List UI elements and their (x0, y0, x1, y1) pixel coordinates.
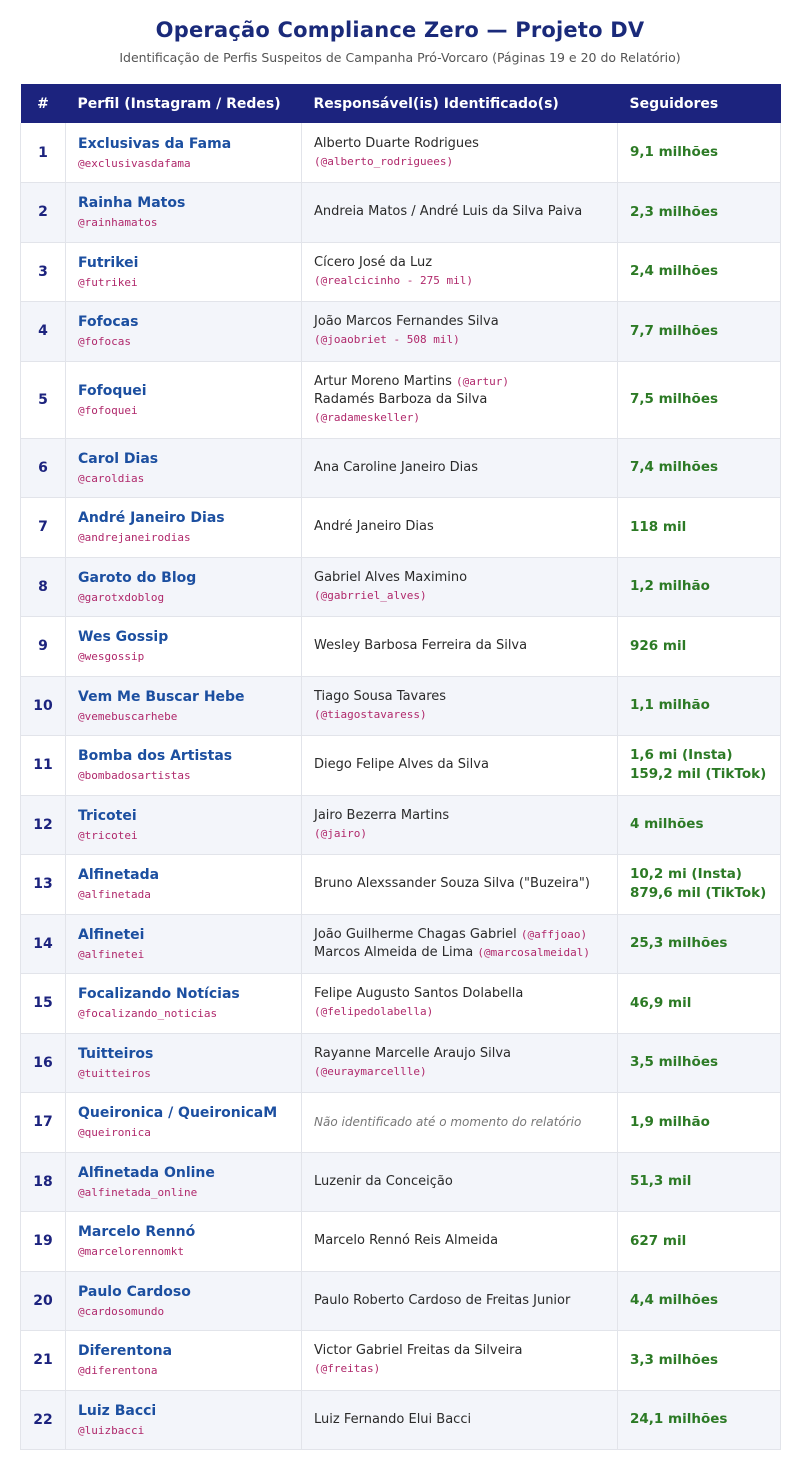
responsible-line (314, 1232, 617, 1250)
followers-count: 51,3 mil (630, 1173, 692, 1190)
followers-cell (618, 361, 781, 438)
table-row (21, 123, 781, 183)
followers-cell (618, 795, 781, 855)
profile-cell (66, 914, 302, 974)
followers-count: 2,3 milhões (630, 203, 719, 220)
responsible-handle: (@gabrriel_alves) (314, 588, 427, 602)
responsible-handle: (@radameskeller) (314, 410, 420, 424)
responsible-name: Gabriel Alves Maximino (314, 569, 468, 585)
responsible-cell (302, 1152, 618, 1212)
profile-name: Rainha Matos (78, 195, 186, 212)
table-row (21, 974, 781, 1034)
responsible-name: João Guilherme Chagas Gabriel (314, 926, 521, 942)
profile-name: Marcelo Rennó (78, 1224, 196, 1241)
responsible-name: Jairo Bezerra Martins (314, 807, 450, 823)
profile-handle: @fofoquei (78, 403, 138, 417)
followers-count: 1,1 milhão (630, 697, 710, 714)
profile-handle: @fofocas (78, 335, 131, 349)
profile-cell (66, 557, 302, 617)
table-row (21, 855, 781, 915)
responsible-line (314, 985, 617, 1003)
profile-name: Tuitteiros (78, 1045, 154, 1062)
responsible-line (314, 807, 617, 825)
responsible-name: André Janeiro Dias (314, 519, 434, 535)
responsible-name: Marcelo Rennó Reis Almeida (314, 1233, 499, 1249)
row-number: 20 (21, 1271, 66, 1331)
profile-cell (66, 361, 302, 438)
responsible-cell (302, 676, 618, 736)
profile-handle: @garotxdoblog (78, 590, 165, 604)
responsible-name: Não identificado até o momento do relatório (314, 1114, 582, 1129)
responsible-name: Tiago Sousa Tavares (314, 688, 447, 704)
table-row (21, 1271, 781, 1331)
responsible-line (314, 637, 617, 655)
profile-handle: @tricotei (78, 828, 138, 842)
profile-name: Diferentona (78, 1343, 173, 1360)
profile-handle: @caroldias (78, 471, 145, 485)
responsible-cell (302, 974, 618, 1034)
profile-name: Exclusivas da Fama (78, 135, 232, 152)
responsible-handle: (@euraymarcellle) (314, 1064, 427, 1078)
row-number: 19 (21, 1212, 66, 1272)
profile-cell (66, 1331, 302, 1391)
responsible-cell (302, 557, 618, 617)
profile-name: Alfinetada (78, 867, 160, 884)
profile-cell (66, 1390, 302, 1450)
table-header-row (21, 84, 781, 123)
responsible-name: Rayanne Marcelle Araujo Silva (314, 1045, 511, 1061)
responsible-cell (302, 617, 618, 677)
profile-handle: @cardosomundo (78, 1304, 165, 1318)
row-number: 9 (21, 617, 66, 677)
profile-name: Alfinetei (78, 926, 145, 943)
responsible-line (314, 706, 617, 724)
table-row (21, 183, 781, 243)
responsible-line (314, 1063, 617, 1081)
followers-count: 46,9 mil (630, 994, 692, 1011)
profile-name: André Janeiro Dias (78, 510, 225, 527)
followers-count: 9,1 milhões (630, 144, 719, 160)
column-header-profile: Perfil (Instagram / Redes) (77, 95, 281, 112)
responsible-handle: (@jairo) (314, 826, 367, 840)
profile-cell (66, 438, 302, 498)
responsible-line (314, 373, 617, 391)
followers-count: 3,5 milhões (630, 1054, 719, 1071)
followers-cell (618, 1093, 781, 1153)
profile-handle: @tuitteiros (78, 1066, 151, 1080)
table-row (21, 617, 781, 677)
followers-cell (618, 617, 781, 677)
responsible-line (314, 1003, 617, 1021)
followers-cell (618, 498, 781, 558)
responsible-handle: (@affjoao) (520, 927, 588, 941)
table-row (21, 676, 781, 736)
responsible-line (314, 1045, 617, 1063)
row-number: 8 (21, 557, 66, 617)
profile-name: Futrikei (78, 254, 139, 271)
responsible-cell (302, 242, 618, 302)
followers-cell (618, 1152, 781, 1212)
responsible-cell (302, 1271, 618, 1331)
followers-count: 627 mil (630, 1232, 687, 1249)
responsible-name: Luiz Fernando Elui Bacci (314, 1411, 472, 1427)
row-number: 6 (21, 438, 66, 498)
followers-cell (618, 914, 781, 974)
table-row (21, 795, 781, 855)
responsible-name: Andreia Matos / André Luis da Silva Paiva (314, 204, 583, 220)
followers-cell (618, 438, 781, 498)
profile-cell (66, 855, 302, 915)
table-row (21, 914, 781, 974)
followers-cell (618, 1033, 781, 1093)
responsible-handle: (@tiagostavaress) (314, 707, 427, 721)
followers-count: 25,3 milhões (630, 935, 728, 952)
profiles-table (20, 84, 781, 1450)
row-number: 4 (21, 302, 66, 362)
row-number: 17 (21, 1093, 66, 1153)
followers-count: 24,1 milhões (630, 1411, 728, 1428)
profile-handle: @diferentona (78, 1364, 158, 1378)
responsible-name: Victor Gabriel Freitas da Silveira (314, 1343, 523, 1359)
responsible-line (314, 254, 617, 272)
responsible-cell (302, 1390, 618, 1450)
responsible-cell (302, 1093, 618, 1153)
profile-cell (66, 242, 302, 302)
table-row (21, 302, 781, 362)
followers-count: 1,6 mi (Insta) (630, 747, 733, 764)
followers-count: 1,9 milhão (630, 1113, 710, 1130)
followers-cell (618, 736, 781, 796)
responsible-line (314, 1173, 617, 1191)
row-number: 2 (21, 183, 66, 243)
responsible-line (314, 587, 617, 605)
table-row (21, 361, 781, 438)
profile-name: Luiz Bacci (78, 1402, 157, 1419)
followers-cell (618, 1390, 781, 1450)
profile-name: Bomba dos Artistas (78, 748, 233, 765)
profile-handle: @andrejaneirodias (78, 531, 191, 545)
profile-name: Carol Dias (78, 450, 159, 467)
column-header-followers: Seguidores (629, 95, 719, 112)
followers-cell (618, 676, 781, 736)
followers-count: 118 mil (630, 518, 687, 535)
followers-cell (618, 302, 781, 362)
responsible-cell (302, 855, 618, 915)
followers-cell (618, 242, 781, 302)
profile-name: Fofoquei (78, 382, 147, 399)
responsible-cell (302, 438, 618, 498)
responsible-handle: (@realcicinho - 275 mil) (314, 273, 473, 287)
responsible-line (314, 875, 617, 893)
profile-name: Tricotei (78, 807, 137, 824)
responsible-line (314, 569, 617, 587)
row-number: 1 (21, 123, 66, 183)
responsible-line (314, 1342, 617, 1360)
table-row (21, 498, 781, 558)
responsible-handle: (@joaobriet - 508 mil) (314, 333, 460, 347)
responsible-cell (302, 736, 618, 796)
responsible-name: Felipe Augusto Santos Dolabella (314, 986, 524, 1002)
row-number: 15 (21, 974, 66, 1034)
profile-handle: @queironica (78, 1126, 151, 1140)
responsible-name: Diego Felipe Alves da Silva (314, 757, 489, 773)
profile-name: Garoto do Blog (78, 569, 197, 586)
profile-handle: @focalizando_noticias (78, 1007, 218, 1021)
followers-count: 926 mil (630, 637, 687, 654)
responsible-line (314, 391, 617, 409)
followers-cell (618, 855, 781, 915)
responsible-cell (302, 183, 618, 243)
profile-name: Paulo Cardoso (78, 1283, 191, 1300)
page-subtitle: Identificação de Perfis Suspeitos de Campanha Pró-Vorcaro (Páginas 19 e 20 do Relatório) (119, 50, 681, 65)
responsible-cell (302, 1033, 618, 1093)
profile-cell (66, 974, 302, 1034)
followers-count: 159,2 mil (TikTok) (630, 766, 767, 783)
followers-count: 4,4 milhões (630, 1292, 719, 1309)
row-number: 3 (21, 242, 66, 302)
responsible-line (314, 153, 617, 171)
responsible-name: Paulo Roberto Cardoso de Freitas Junior (314, 1292, 571, 1308)
responsible-cell (302, 123, 618, 183)
followers-cell (618, 974, 781, 1034)
row-number: 13 (21, 855, 66, 915)
profile-handle: @vemebuscarhebe (78, 709, 178, 723)
responsible-line (314, 1411, 617, 1429)
followers-cell (618, 183, 781, 243)
profile-cell (66, 617, 302, 677)
followers-count: 3,3 milhões (630, 1351, 719, 1368)
responsible-cell (302, 914, 618, 974)
responsible-name: Radamés Barboza da Silva (314, 391, 488, 407)
responsible-name: Artur Moreno Martins (314, 373, 456, 389)
profile-handle: @futrikei (78, 275, 138, 289)
profile-handle: @exclusivasdafama (78, 156, 191, 170)
page-title: Operação Compliance Zero — Projeto DV (155, 18, 645, 42)
responsible-line (314, 926, 617, 944)
table-row (21, 1390, 781, 1450)
followers-cell (618, 557, 781, 617)
profile-cell (66, 1212, 302, 1272)
followers-count: 2,4 milhões (630, 263, 719, 280)
profile-cell (66, 736, 302, 796)
responsible-line (314, 135, 617, 153)
profile-handle: @luizbacci (78, 1423, 145, 1437)
responsible-handle: (@artur) (455, 374, 509, 388)
table-row (21, 1212, 781, 1272)
responsible-name: Alberto Duarte Rodrigues (314, 135, 479, 151)
row-number: 11 (21, 736, 66, 796)
responsible-line (314, 1360, 617, 1378)
responsible-line (314, 688, 617, 706)
followers-count: 7,5 milhões (630, 391, 719, 407)
profile-name: Fofocas (78, 314, 139, 331)
row-number: 14 (21, 914, 66, 974)
column-header-number: # (37, 95, 49, 112)
responsible-line (314, 518, 617, 536)
profile-handle: @alfinetada (78, 888, 151, 902)
responsible-cell (302, 498, 618, 558)
row-number: 7 (21, 498, 66, 558)
table-row (21, 1093, 781, 1153)
profile-cell (66, 183, 302, 243)
table-row (21, 1152, 781, 1212)
row-number: 21 (21, 1331, 66, 1391)
responsible-line (314, 203, 617, 221)
followers-count: 4 milhões (630, 816, 704, 833)
followers-count: 10,2 mi (Insta) (630, 866, 742, 883)
profile-name: Queironica / QueironicaM (78, 1105, 278, 1122)
responsible-line (314, 331, 617, 349)
table-row (21, 438, 781, 498)
profile-cell (66, 123, 302, 183)
followers-cell (618, 1271, 781, 1331)
responsible-cell (302, 302, 618, 362)
followers-count: 1,2 milhão (630, 578, 710, 595)
responsible-line (314, 459, 617, 477)
responsible-handle: (@felipedolabella) (314, 1005, 434, 1019)
followers-cell (618, 1212, 781, 1272)
profile-handle: @rainhamatos (78, 216, 158, 230)
responsible-name: Cícero José da Luz (314, 254, 433, 270)
responsible-cell (302, 1331, 618, 1391)
profile-handle: @alfinetei (78, 947, 145, 961)
responsible-line (314, 1292, 617, 1310)
profile-cell (66, 302, 302, 362)
responsible-line (314, 1113, 617, 1132)
responsible-name: Ana Caroline Janeiro Dias (314, 459, 479, 475)
responsible-line (314, 756, 617, 774)
table-row (21, 1033, 781, 1093)
table-row (21, 736, 781, 796)
report-header (0, 0, 800, 82)
profile-cell (66, 1152, 302, 1212)
table-row (21, 242, 781, 302)
responsible-line (314, 272, 617, 290)
responsible-name: Wesley Barbosa Ferreira da Silva (314, 638, 528, 654)
responsible-handle: (@marcosalmeidal) (477, 945, 590, 959)
followers-cell (618, 1331, 781, 1391)
followers-count: 7,7 milhões (630, 322, 719, 339)
responsible-cell (302, 795, 618, 855)
responsible-name: Bruno Alexssander Souza Silva ("Buzeira") (314, 876, 590, 892)
responsible-handle: (@freitas) (314, 1362, 381, 1376)
row-number: 18 (21, 1152, 66, 1212)
row-number: 5 (21, 361, 66, 438)
responsible-line (314, 313, 617, 331)
responsible-name: Luzenir da Conceição (314, 1173, 453, 1189)
profile-name: Wes Gossip (78, 629, 169, 646)
responsible-line (314, 944, 617, 962)
profile-cell (66, 795, 302, 855)
row-number: 16 (21, 1033, 66, 1093)
row-number: 12 (21, 795, 66, 855)
profile-handle: @alfinetada_online (78, 1185, 198, 1199)
responsible-cell (302, 1212, 618, 1272)
profile-handle: @wesgossip (78, 650, 145, 664)
responsible-line (314, 409, 617, 427)
followers-cell (618, 123, 781, 183)
profile-name: Vem Me Buscar Hebe (78, 688, 245, 705)
profile-cell (66, 1271, 302, 1331)
responsible-name: Marcos Almeida de Lima (314, 944, 478, 960)
row-number: 10 (21, 676, 66, 736)
profile-handle: @marcelorennomkt (78, 1245, 184, 1259)
profile-name: Focalizando Notícias (78, 986, 240, 1003)
followers-count: 879,6 mil (TikTok) (630, 885, 767, 902)
responsible-cell (302, 361, 618, 438)
followers-count: 7,4 milhões (630, 459, 719, 476)
table-row (21, 1331, 781, 1391)
responsible-line (314, 825, 617, 843)
responsible-name: João Marcos Fernandes Silva (314, 314, 499, 330)
row-number: 22 (21, 1390, 66, 1450)
profile-cell (66, 1093, 302, 1153)
profile-cell (66, 1033, 302, 1093)
profile-cell (66, 676, 302, 736)
profile-handle: @bombadosartistas (78, 769, 191, 783)
responsible-handle: (@alberto_rodriguees) (314, 154, 454, 168)
profile-name: Alfinetada Online (78, 1164, 215, 1181)
table-row (21, 557, 781, 617)
column-header-responsible: Responsável(is) Identificado(s) (313, 95, 559, 112)
profile-cell (66, 498, 302, 558)
